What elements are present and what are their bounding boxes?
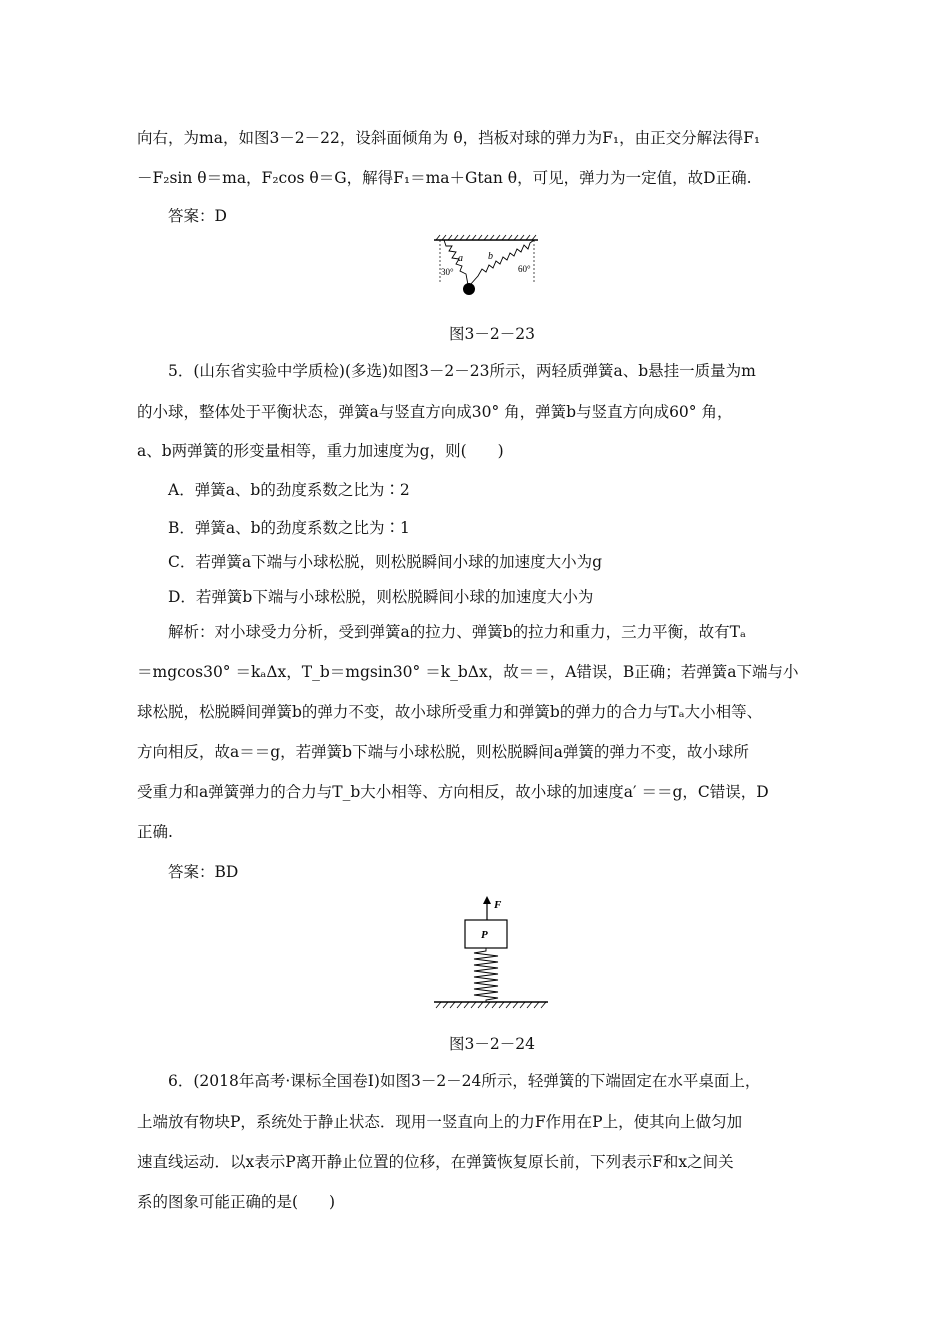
figure-3-2-24 — [432, 892, 552, 1014]
figure23-label-b: b — [488, 251, 493, 262]
question6-line-2: 上端放有物块P，系统处于静止状态．现用一竖直向上的力F作用在P上，使其向上做匀加 — [137, 1113, 743, 1131]
figure24-label-p: P — [481, 929, 488, 941]
solution5-line-6: 正确. — [137, 823, 173, 841]
ball — [463, 283, 475, 295]
answer4: 答案：D — [168, 207, 227, 225]
solution4-line-1: 向右，为ma，如图3－2－22，设斜面倾角为 θ，挡板对球的弹力为F₁，由正交分解法得F₁ — [137, 129, 761, 147]
question6-line-4: 系的图象可能正确的是( ) — [137, 1193, 336, 1211]
option-a: A．弹簧a、b的劲度系数之比为∶2 — [168, 481, 410, 499]
solution4-line-2: －F₂sin θ＝ma，F₂cos θ＝G，解得F₁＝ma＋Gtan θ，可见，弹力为一定值，故D正确. — [137, 169, 752, 187]
table-hatch — [436, 1002, 546, 1008]
solution5-line-5: 受重力和a弹簧弹力的合力与T_b大小相等、方向相反，故小球的加速度a′ ＝＝g，C错误，D — [137, 783, 769, 801]
answer5: 答案：BD — [168, 863, 239, 881]
solution5-line-3: 球松脱，松脱瞬间弹簧b的弹力不变，故小球所受重力和弹簧b的弹力的合力与Tₐ大小相等、 — [137, 703, 763, 721]
spring-a — [444, 240, 468, 285]
figure23-label-a: a — [458, 253, 463, 264]
question5-line-3: a、b两弹簧的形变量相等，重力加速度为g，则( ) — [137, 442, 504, 460]
question5-line-2: 的小球，整体处于平衡状态，弹簧a与竖直方向成30° 角，弹簧b与竖直方向成60° 角， — [137, 403, 733, 421]
figure23-angle-right: 60° — [518, 264, 531, 274]
figure-3-2-23 — [430, 234, 542, 298]
spring-b — [470, 240, 534, 285]
solution5-line-4: 方向相反，故a＝＝g，若弹簧b下端与小球松脱，则松脱瞬间a弹簧的弹力不变，故小球所 — [137, 743, 749, 761]
question6-line-3: 速直线运动．以x表示P离开静止位置的位移，在弹簧恢复原长前，下列表示F和x之间关 — [137, 1153, 734, 1171]
option-b: B．弹簧a、b的劲度系数之比为∶1 — [168, 519, 410, 537]
solution5-line-2: ＝mgcos30° ＝kₐΔx，T_b＝mgsin30° ＝k_bΔx，故＝＝，A错误，B正确；若弹簧a下端与小 — [137, 663, 799, 681]
question6-line-1: 6．(2018年高考·课标全国卷Ⅰ)如图3－2－24所示，轻弹簧的下端固定在水平桌面上， — [168, 1072, 761, 1090]
solution5-line-1: 解析：对小球受力分析，受到弹簧a的拉力、弹簧b的拉力和重力，三力平衡，故有Tₐ — [168, 623, 746, 641]
figure23-caption: 图3－2－23 — [449, 325, 535, 343]
ceiling-hatch — [436, 235, 536, 240]
force-arrow-head — [483, 896, 491, 904]
option-c: C．若弹簧a下端与小球松脱，则松脱瞬间小球的加速度大小为g — [168, 553, 603, 571]
question5-line-1: 5．(山东省实验中学质检)(多选)如图3－2－23所示，两轻质弹簧a、b悬挂一质量为m — [168, 362, 756, 380]
figure24-label-f: F — [494, 899, 502, 911]
figure23-angle-left: 30° — [441, 267, 454, 277]
vertical-spring — [474, 948, 498, 1002]
figure24-caption: 图3－2－24 — [449, 1035, 535, 1053]
option-d: D．若弹簧b下端与小球松脱，则松脱瞬间小球的加速度大小为 — [168, 588, 594, 606]
